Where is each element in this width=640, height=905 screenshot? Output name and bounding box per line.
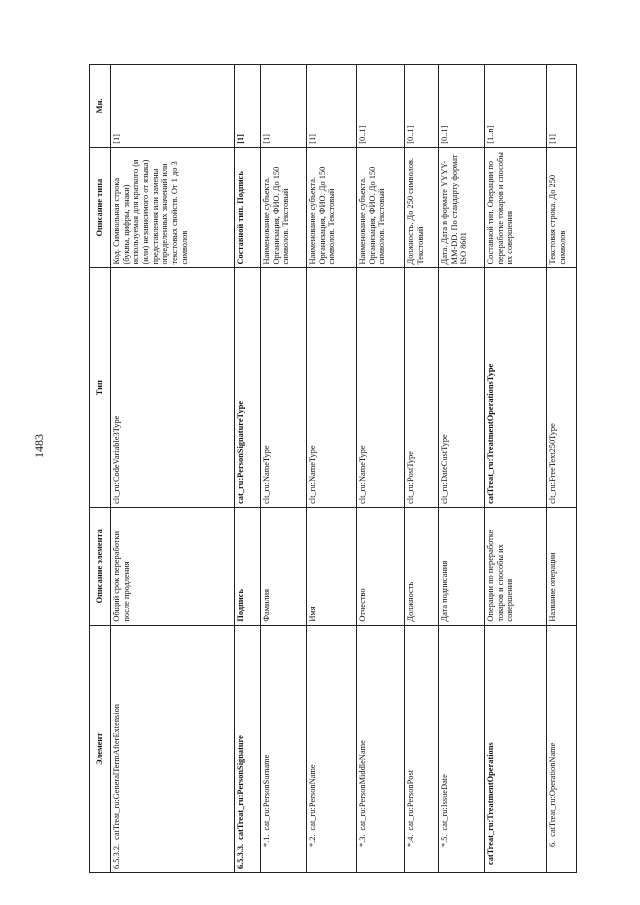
header-element: Элемент — [90, 625, 110, 872]
description-cell: Фамилия — [261, 507, 306, 625]
element-name: catTreat_ru:GeneralTermAfterExtension — [112, 704, 121, 840]
type-description-cell: Дата. Дата в формате YYYY-MM-DD. По стандарту формат ISO 8601 — [439, 147, 484, 268]
type-description-cell: Составной тип. Подпись — [235, 147, 260, 268]
mn-cell: [1..n] — [486, 125, 495, 144]
table-row — [235, 64, 261, 873]
element-grid — [89, 64, 567, 873]
element-cell — [357, 625, 404, 872]
element-cell — [261, 625, 306, 872]
type-cell: catTreat_ru:TreatmentOperationsType — [485, 268, 546, 507]
table-row — [547, 64, 577, 873]
table-row — [357, 64, 405, 873]
element-cell — [439, 625, 484, 872]
description-cell: Операции по переработке товаров и способы их совершения — [485, 507, 546, 625]
description-cell: Подпись — [235, 507, 260, 625]
element-name: catTreat_ru:TreatmentOperations — [486, 742, 495, 865]
description-cell: Имя — [307, 507, 356, 625]
header-mn: Мн. — [95, 98, 105, 114]
row-number: 6. — [548, 840, 557, 847]
element-name: catTreat_ru:OperationName — [548, 742, 557, 837]
type-cell: clt_ru:FreeText250Type — [547, 268, 576, 507]
type-cell: clt_ru:NameType — [357, 268, 404, 507]
element-name: cat_ru:PersonPost — [406, 769, 415, 831]
row-number: *.2. — [308, 834, 317, 847]
table-row — [485, 64, 547, 873]
type-description-cell: Должность. До 250 символов. Текстовый — [405, 147, 438, 268]
element-cell — [405, 625, 438, 872]
description-cell: Дата подписания — [439, 507, 484, 625]
type-description-cell: Наименование субъекта. Организация, ФИО. До 150 символов. Текстовый — [307, 147, 356, 268]
element-cell — [547, 625, 576, 872]
type-description-cell: Код. Символьная строка (буквы, цифры, знаки) используемая для краткого (и (или) независимого от языка) представления или замены определенных значений или текстовых свойств. От 1 до 3 символов — [111, 147, 234, 268]
description-cell: Общий срок переработки после продления — [111, 507, 234, 625]
type-cell: clt_ru:PostType — [405, 268, 438, 507]
type-cell: clt_ru:CodeVariable3Type — [111, 268, 234, 507]
row-number: 6.5.3.3. — [236, 843, 245, 869]
type-description-cell: Наименование субъекта. Организация, ФИО. До 150 символов. Текстовый — [261, 147, 306, 268]
row-number: *.5. — [440, 834, 449, 847]
type-description-cell: Текстовая строка. До 250 символов — [547, 147, 576, 268]
element-name: cat_ru:PersonName — [308, 764, 317, 831]
element-name: cat_ru:PersonMiddleName — [358, 740, 367, 831]
element-name: catTreat_ru:PersonSignature — [236, 735, 245, 840]
description-cell: Должность — [405, 507, 438, 625]
mn-cell: [1] — [548, 134, 557, 144]
header-description: Описание элемента — [90, 507, 110, 625]
description-cell: Название операции — [547, 507, 576, 625]
table-row — [111, 64, 235, 873]
row-number: *.4. — [406, 834, 415, 847]
header-type: Тип — [90, 268, 110, 507]
type-cell: clt_ru:NameType — [261, 268, 306, 507]
description-cell: Отчество — [357, 507, 404, 625]
mn-cell: [1] — [236, 134, 245, 144]
type-cell: clt_ru:DateCustType — [439, 268, 484, 507]
mn-cell: [0..1] — [406, 125, 415, 144]
mn-cell: [1] — [112, 134, 121, 144]
page-number: 1483 — [32, 434, 46, 458]
type-cell: cat_ru:PersonSignatureType — [235, 268, 260, 507]
row-number: *.3. — [358, 834, 367, 847]
table-row — [307, 64, 357, 873]
mn-cell: [1] — [262, 134, 271, 144]
row-number: 6.5.3.2. — [112, 843, 121, 869]
table-row — [405, 64, 439, 873]
element-cell — [111, 625, 234, 872]
type-description-cell: Составной тип. Операции по переработке товаров и способы их совершения — [485, 147, 546, 268]
table-row — [439, 64, 485, 873]
header-type-description: Описание типа — [90, 147, 110, 268]
table-row — [261, 64, 307, 873]
row-number: *.1. — [262, 834, 271, 847]
type-cell: clt_ru:NameType — [307, 268, 356, 507]
mn-cell: [1] — [308, 134, 317, 144]
mn-cell: [0..1] — [358, 125, 367, 144]
element-cell — [485, 625, 546, 872]
grid-header-row — [89, 64, 111, 873]
type-description-cell: Наименование субъекта. Организация, ФИО. До 150 символов. Текстовый — [357, 147, 404, 268]
element-name: cat_ru:IssueDate — [440, 774, 449, 831]
element-cell — [307, 625, 356, 872]
element-name: cat_ru:PersonSurname — [262, 754, 271, 831]
mn-cell: [0..1] — [440, 125, 449, 144]
element-cell — [235, 625, 260, 872]
